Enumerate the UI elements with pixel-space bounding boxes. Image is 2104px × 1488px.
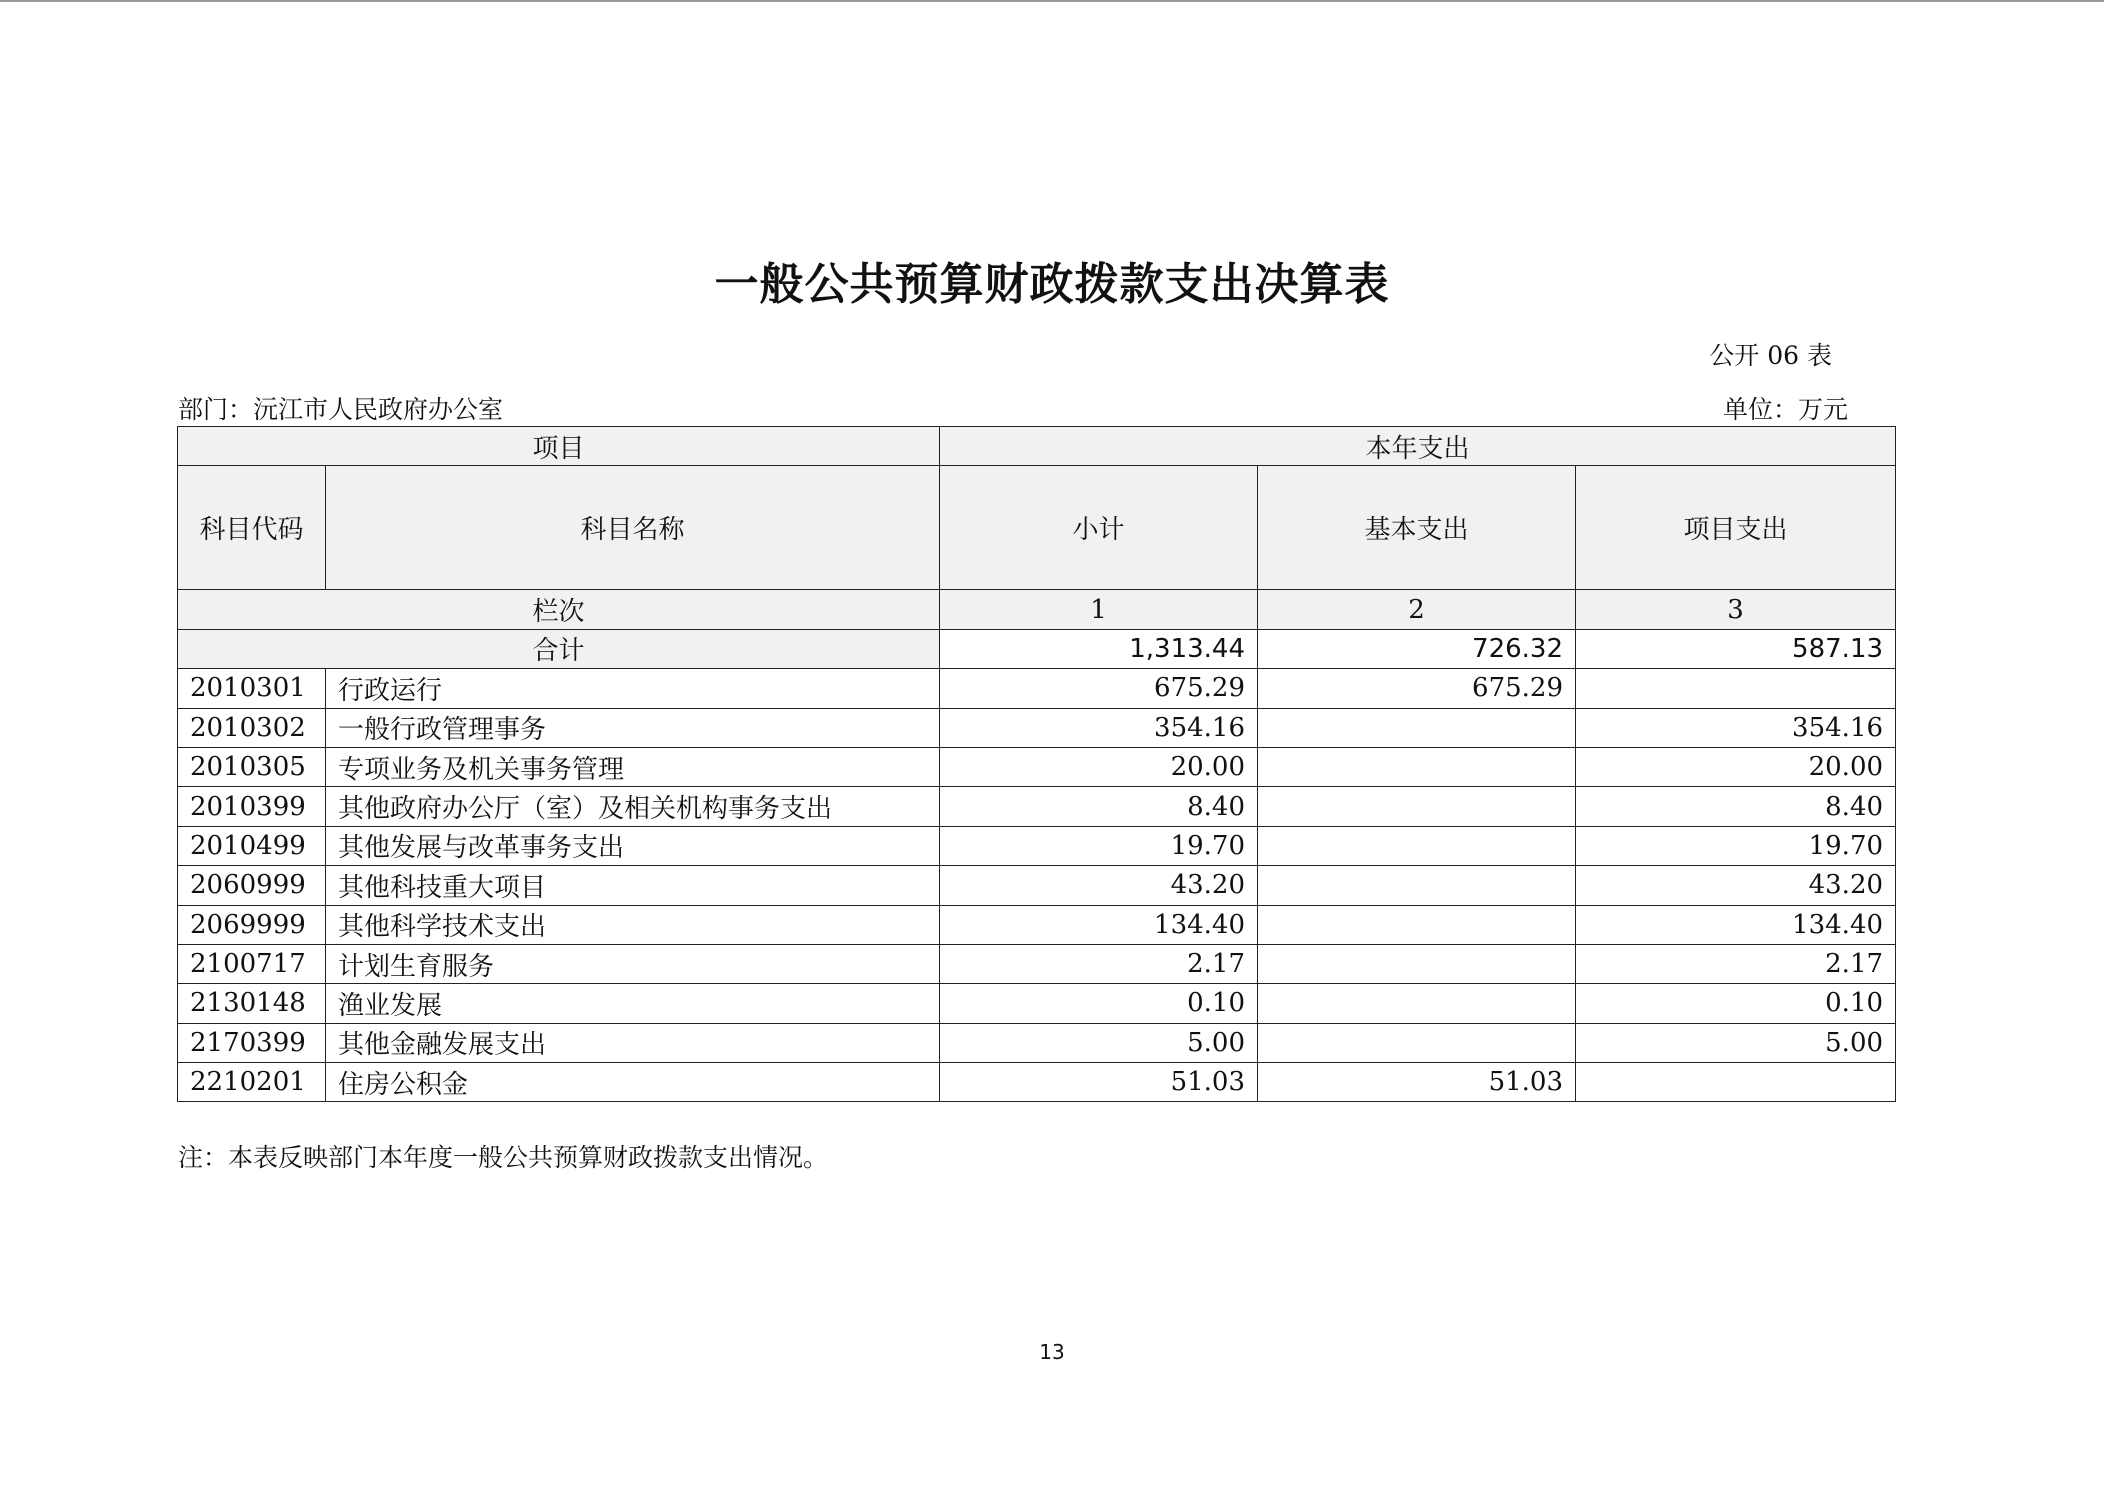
row-code: 2170399 (178, 1023, 326, 1062)
column-number-3: 3 (1576, 590, 1896, 629)
total-row (178, 629, 1896, 668)
page-title: 一般公共预算财政拨款支出决算表 (714, 259, 1390, 310)
row-basic (1258, 747, 1576, 786)
row-code: 2010301 (178, 669, 326, 708)
row-subtotal: 20.00 (940, 747, 1258, 786)
row-name: 其他金融发展支出 (326, 1023, 940, 1062)
header-project: 项目支出 (1576, 466, 1896, 590)
table-row (178, 826, 1896, 865)
row-subtotal: 43.20 (940, 866, 1258, 905)
table-row (178, 669, 1896, 708)
row-code: 2130148 (178, 984, 326, 1023)
row-project: 43.20 (1576, 866, 1896, 905)
table-row (178, 787, 1896, 826)
table-row (178, 866, 1896, 905)
table-row (178, 905, 1896, 944)
column-number-row (178, 590, 1896, 629)
row-project: 354.16 (1576, 708, 1896, 747)
row-subtotal: 0.10 (940, 984, 1258, 1023)
row-basic: 675.29 (1258, 669, 1576, 708)
header-code: 科目代码 (178, 466, 326, 590)
table-row (178, 1063, 1896, 1102)
row-project: 20.00 (1576, 747, 1896, 786)
row-name: 计划生育服务 (326, 944, 940, 983)
header-current-year: 本年支出 (940, 427, 1896, 466)
table-row (178, 944, 1896, 983)
table-row (178, 747, 1896, 786)
row-basic (1258, 708, 1576, 747)
total-subtotal: 1,313.44 (940, 629, 1258, 668)
page-number: 13 (1039, 1340, 1065, 1364)
row-project (1576, 669, 1896, 708)
unit-label: 单位：万元 (1722, 395, 1848, 424)
row-code: 2210201 (178, 1063, 326, 1102)
row-name: 其他发展与改革事务支出 (326, 826, 940, 865)
row-name: 行政运行 (326, 669, 940, 708)
row-basic (1258, 866, 1576, 905)
total-project: 587.13 (1576, 629, 1896, 668)
page-top-border (0, 0, 2104, 2)
row-subtotal: 19.70 (940, 826, 1258, 865)
table-row (178, 708, 1896, 747)
row-name: 渔业发展 (326, 984, 940, 1023)
row-project: 8.40 (1576, 787, 1896, 826)
row-name: 住房公积金 (326, 1063, 940, 1102)
row-subtotal: 5.00 (940, 1023, 1258, 1062)
row-basic (1258, 826, 1576, 865)
column-number-2: 2 (1258, 590, 1576, 629)
total-basic: 726.32 (1258, 629, 1576, 668)
row-subtotal: 2.17 (940, 944, 1258, 983)
footnote: 注：本表反映部门本年度一般公共预算财政拨款支出情况。 (178, 1143, 829, 1172)
header-item: 项目 (178, 427, 940, 466)
row-name: 其他科学技术支出 (326, 905, 940, 944)
total-label: 合计 (178, 629, 940, 668)
row-subtotal: 675.29 (940, 669, 1258, 708)
row-code: 2010305 (178, 747, 326, 786)
column-number-1: 1 (940, 590, 1258, 629)
row-name: 一般行政管理事务 (326, 708, 940, 747)
column-label: 栏次 (178, 590, 940, 629)
row-basic (1258, 1023, 1576, 1062)
row-subtotal: 134.40 (940, 905, 1258, 944)
row-basic: 51.03 (1258, 1063, 1576, 1102)
row-basic (1258, 984, 1576, 1023)
row-project: 2.17 (1576, 944, 1896, 983)
table-row (178, 984, 1896, 1023)
row-code: 2100717 (178, 944, 326, 983)
expenditure-table (177, 426, 1896, 1102)
row-subtotal: 8.40 (940, 787, 1258, 826)
row-code: 2010499 (178, 826, 326, 865)
row-basic (1258, 905, 1576, 944)
row-name: 其他政府办公厅（室）及相关机构事务支出 (326, 787, 940, 826)
row-basic (1258, 944, 1576, 983)
header-row-2 (178, 466, 1896, 590)
row-subtotal: 51.03 (940, 1063, 1258, 1102)
row-code: 2069999 (178, 905, 326, 944)
header-basic: 基本支出 (1258, 466, 1576, 590)
row-project (1576, 1063, 1896, 1102)
row-code: 2060999 (178, 866, 326, 905)
row-project: 0.10 (1576, 984, 1896, 1023)
header-row-1 (178, 427, 1896, 466)
row-project: 5.00 (1576, 1023, 1896, 1062)
department-label: 部门：沅江市人民政府办公室 (178, 395, 504, 424)
header-subtotal: 小计 (940, 466, 1258, 590)
row-code: 2010302 (178, 708, 326, 747)
form-number: 公开 06 表 (1709, 341, 1832, 370)
row-subtotal: 354.16 (940, 708, 1258, 747)
row-project: 19.70 (1576, 826, 1896, 865)
row-name: 专项业务及机关事务管理 (326, 747, 940, 786)
row-name: 其他科技重大项目 (326, 866, 940, 905)
row-basic (1258, 787, 1576, 826)
table-row (178, 1023, 1896, 1062)
row-project: 134.40 (1576, 905, 1896, 944)
header-name: 科目名称 (326, 466, 940, 590)
row-code: 2010399 (178, 787, 326, 826)
